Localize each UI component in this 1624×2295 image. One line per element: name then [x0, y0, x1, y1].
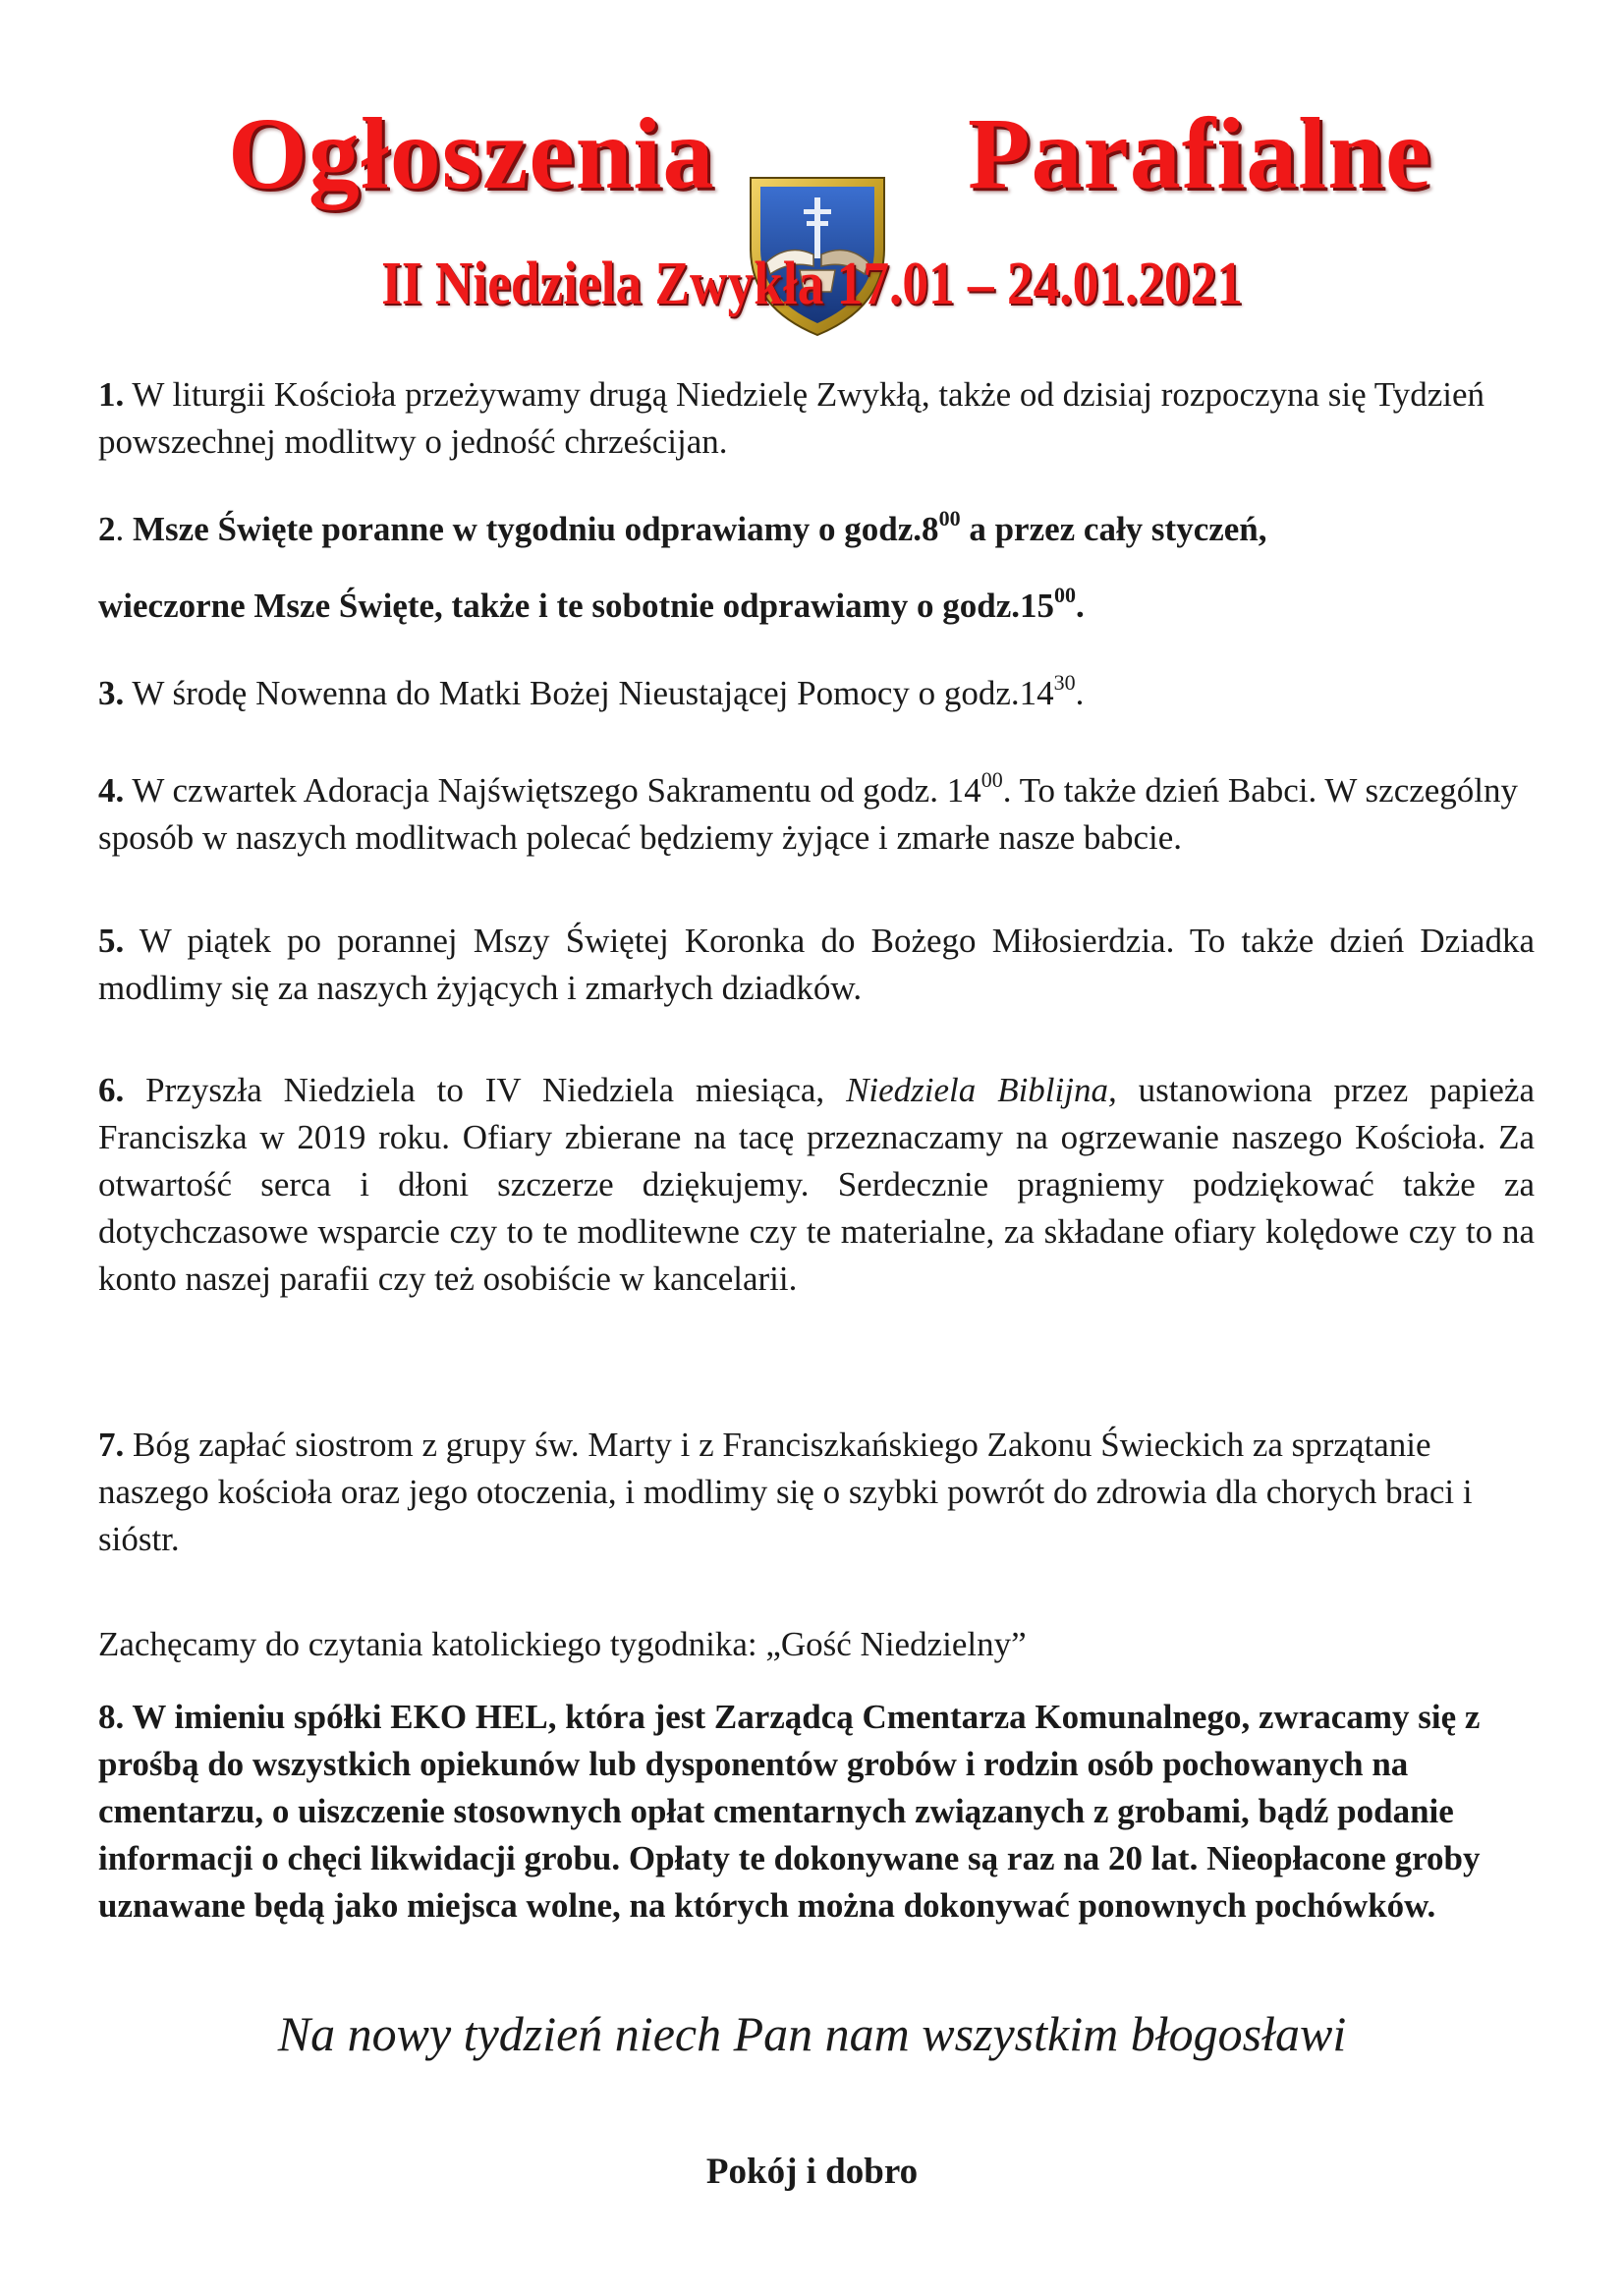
superscript: 00: [980, 767, 1003, 793]
announcement-text: .: [1076, 587, 1085, 625]
subtitle: II Niedziela Zwykła 17.01 – 24.01.2021: [381, 251, 1243, 317]
item-number: 4.: [98, 771, 125, 810]
announcement-text: Msze Święte poranne w tygodniu odprawiamy o godz.8: [124, 510, 939, 548]
announcement-italic: Niedziela Biblijna,: [846, 1071, 1117, 1109]
announcement-text: W liturgii Kościoła przeżywamy drugą Niedzielę Zwykłą, także od dzisiaj rozpoczyna się Tydzień powszechnej modlitwy o jedność chrześcijan.: [98, 375, 1485, 461]
announcement-1: [98, 371, 1535, 466]
announcement-2-line-2: [98, 581, 1535, 632]
announcement-2: [98, 504, 1535, 555]
announcement-text: W piątek po porannej Mszy Świętej Koronka do Bożego Miłosierdzia. To także dzień Dziadka modlimy się za naszych żyjących i zmarłych dziadków.: [98, 922, 1535, 1007]
announcement-text: .: [1075, 674, 1085, 712]
item-number: 1.: [98, 375, 125, 414]
title-left: Ogłoszenia: [228, 97, 715, 210]
item-number: 5.: [98, 922, 125, 960]
announcement-text: ustanowiona przez papieża Franciszka w 2019 roku. Ofiary zbierane na tacę przeznaczamy na ogrzewanie naszego Kościoła. Za otwartość serca i dłoni szczerze dziękujemy. Serdecznie pragniemy podziękować także za dotychczasowe wsparcie czy to te modlitewne czy te materialne, za składane ofiary kolędowe czy to na konto naszej parafii czy też osobiście w kancelarii.: [98, 1071, 1536, 1298]
announcement-text: Przyszła Niedziela to IV Niedziela miesiąca,: [124, 1071, 847, 1109]
newspaper-note: Zachęcamy do czytania katolickiego tygodnika: „Gość Niedzielny”: [98, 1625, 1027, 1663]
closing-blessing: Na nowy tydzień niech Pan nam wszystkim błogosławi: [277, 2006, 1347, 2061]
announcement-7: [98, 1422, 1535, 1563]
announcement-text: W czwartek Adoracja Najświętszego Sakramentu od godz. 14: [124, 771, 981, 810]
item-number: 3.: [98, 674, 125, 712]
announcement-5: [98, 918, 1535, 1012]
announcement-6: [98, 1067, 1535, 1303]
announcement-text: wieczorne Msze Święte, także i te sobotnie odprawiamy o godz.15: [98, 587, 1054, 625]
announcement-4: [98, 767, 1535, 862]
title-right: Parafialne: [968, 97, 1432, 210]
signoff: Pokój i dobro: [705, 2152, 919, 2192]
announcement-text: Bóg zapłać siostrom z grupy św. Marty i z Franciszkańskiego Zakonu Świeckich za sprzątanie naszego kościoła oraz jego otoczenia, i modlimy się o szybki powrót do zdrowia dla chorych braci i sióstr.: [98, 1426, 1473, 1558]
announcement-8: 8. W imieniu spółki EKO HEL, która jest Zarządcą Cmentarza Komunalnego, zwracamy się z prośbą do wszystkich opiekunów lub dysponentów grobów i rodzin osób pochowanych na cmentarzu, o uiszczenie stosownych opłat cmentarnych związanych z grobami, bądź podanie informacji o chęci likwidacji grobu. Opłaty te dokonywane są raz na 20 lat. Nieopłacone groby uznawane będą jako miejsca wolne, na których można dokonywać ponownych pochówków.: [98, 1698, 1481, 1925]
announcement-text: . To także dzień Babci. W szczególny sposób w naszych modlitwach polecać będziemy żyjące i zmarłe nasze babcie.: [98, 771, 1519, 857]
item-number: 7.: [98, 1426, 125, 1464]
item-dot: .: [115, 510, 125, 548]
superscript: 00: [1054, 583, 1076, 608]
announcement-3: [98, 670, 1535, 717]
announcement-text: a przez cały styczeń,: [960, 510, 1267, 548]
announcement-text: W środę Nowenna do Matki Bożej Nieustającej Pomocy o godz.14: [124, 674, 1054, 712]
item-number: 6.: [98, 1071, 125, 1109]
superscript: 00: [938, 506, 961, 532]
item-number: 2: [98, 510, 116, 548]
superscript: 30: [1053, 670, 1076, 696]
